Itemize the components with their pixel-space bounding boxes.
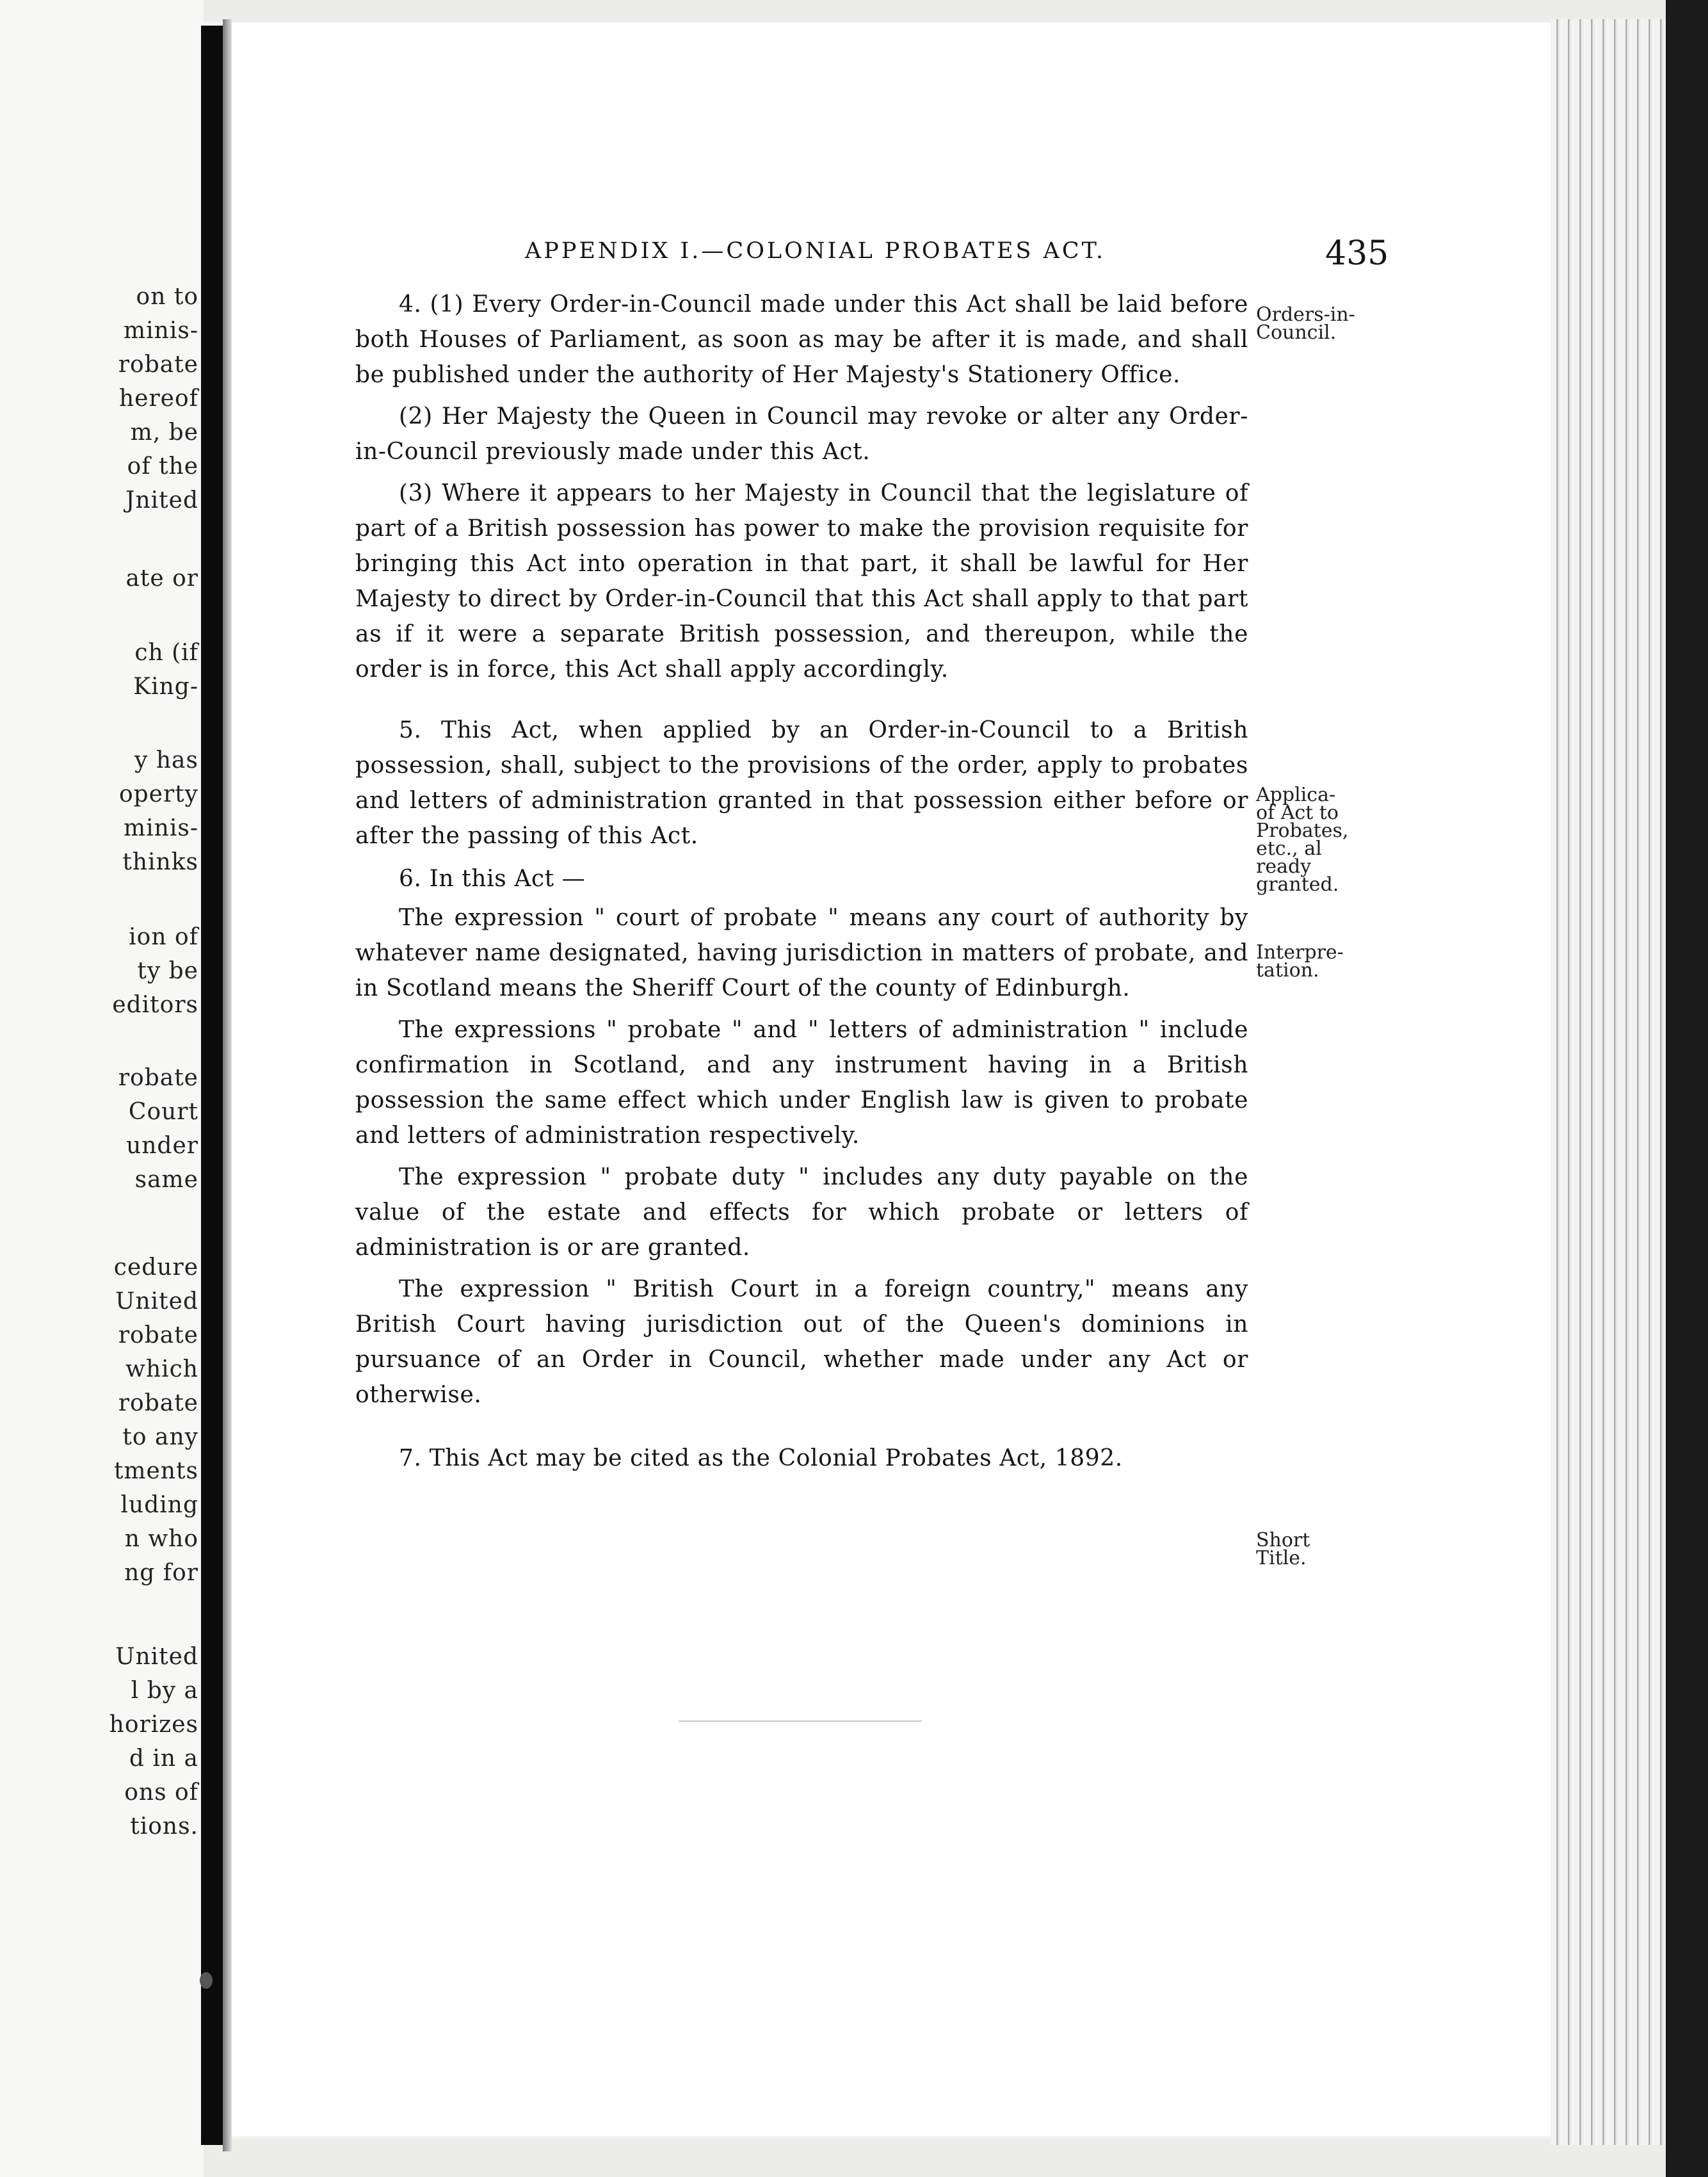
margin-note-line: Title. (1256, 1547, 1307, 1569)
section-6-probate: The expressions " probate " and " letters of administration " include confirmation in Scotland, and any instrument having in a British possession the same effect which under English law is given to probate and letters of administration respectively. (355, 1017, 1248, 1149)
facing-page-fragment: Jnited (125, 487, 198, 514)
facing-page-fragment: robate (118, 1065, 198, 1091)
margin-note-line: Applica- (1256, 784, 1336, 806)
facing-page-fragment: ate or (125, 565, 198, 592)
book-gutter (201, 26, 223, 2145)
facing-page-fragment: ch (if (134, 640, 198, 666)
facing-page-fragment: horizes (109, 1712, 198, 1738)
running-header: APPENDIX I.—COLONIAL PROBATES ACT. (525, 238, 1106, 264)
section-end-rule (679, 1720, 922, 1722)
margin-note-line: ready (1256, 855, 1312, 878)
margin-note-line: Council. (1256, 321, 1337, 344)
margin-note-short-title (1256, 1529, 1310, 1569)
scan-outer-border (1666, 0, 1708, 2177)
facing-page-fragment: hereof (118, 385, 198, 412)
facing-page (0, 0, 204, 2177)
margin-note-line: of Act to (1256, 802, 1339, 824)
margin-note-orders-in-council (1256, 303, 1355, 344)
margin-note-line: Orders-in- (1256, 303, 1355, 326)
margin-note-line: Interpre- (1256, 941, 1344, 964)
facing-page-fragment: cedure (113, 1254, 198, 1281)
margin-note-line: etc., al (1256, 838, 1322, 860)
facing-page-fragment: ng for (124, 1560, 198, 1586)
gutter-shadow (223, 19, 232, 2151)
facing-page-fragment: tments (113, 1458, 198, 1484)
facing-page-fragment: Court (128, 1099, 198, 1125)
facing-page-fragment: under (126, 1133, 198, 1159)
facing-page-fragment: tions. (130, 1813, 198, 1840)
section-4-1: 4. (1) Every Order-in-Council made under this Act shall be laid before both Houses of Parliament, as soon as may be after it is made, and shall be published under the authority of Her Majesty's Stationery Office. (355, 291, 1248, 388)
margin-note-line: granted. (1256, 873, 1339, 896)
section-7: 7. This Act may be cited as the Colonial Probates Act, 1892. (399, 1445, 1123, 1471)
page-edges (1551, 19, 1666, 2145)
facing-page-fragment: m, be (130, 419, 198, 446)
facing-page-fragment: d in a (129, 1745, 198, 1772)
facing-page-fragment: robate (118, 1390, 198, 1416)
facing-page-fragment: thinks (122, 849, 198, 875)
section-6-british-court: The expression " British Court in a foreign country," means any British Court having jurisdiction out of the Queen's dominions in pursuance of an Order in Council, whether made under any Act or otherwise. (355, 1276, 1248, 1408)
facing-page-fragment: ion of (129, 924, 198, 950)
facing-page-fragment: operty (118, 781, 198, 807)
margin-note-line: tation. (1256, 959, 1319, 982)
scan-top-border (204, 0, 1666, 22)
section-6-probate-duty: The expression " probate duty " includes any duty payable on the value of the estate and effects for which probate or letters of administration is or are granted. (355, 1164, 1248, 1261)
facing-page-fragment: robate (118, 352, 198, 378)
facing-page-fragment: robate (118, 1322, 198, 1348)
facing-page-fragment: minis- (124, 318, 198, 344)
facing-page-fragment: to any (122, 1424, 198, 1450)
facing-page-fragment: editors (112, 992, 198, 1018)
facing-page-fragment: n who (124, 1526, 198, 1552)
body-text (355, 287, 1248, 1476)
facing-page-fragment: y has (134, 747, 198, 773)
margin-note-interpretation (1256, 941, 1344, 982)
binding-mark (200, 1972, 213, 1989)
facing-page-fragment: luding (120, 1492, 198, 1518)
margin-note-line: Probates, (1256, 820, 1349, 842)
scan-bottom-border (204, 2139, 1666, 2177)
margin-note-line: Short (1256, 1529, 1310, 1551)
facing-page-fragment: United (115, 1644, 198, 1670)
facing-page-fragment: of the (127, 453, 198, 480)
section-4-3: (3) Where it appears to her Majesty in Council that the legislature of part of a British possession has power to make the provision requisite for bringing this Act into operation in that part, it shall be lawful for Her Majesty to direct by Order-in-Council that this Act shall apply to that part as if it were a separate British possession, and thereupon, while the order is in force, this Act shall apply accordingly. (355, 480, 1248, 683)
section-6-court-of-probate: The expression " court of probate " means any court of authority by whatever name designated, having jurisdiction in matters of probate, and in Scotland means the Sheriff Court of the county of Edinburgh. (355, 905, 1248, 1001)
facing-page-fragment: ty be (137, 958, 198, 984)
section-4-2: (2) Her Majesty the Queen in Council may revoke or alter any Order-in-Council previously made under this Act. (355, 403, 1248, 465)
facing-page-fragment: minis- (124, 815, 198, 841)
section-5: 5. This Act, when applied by an Order-in-Council to a British possession, shall, subject to the provisions of the order, apply to probates and letters of administration granted in that possession either before or after the passing of this Act. (355, 717, 1248, 849)
facing-page-fragment: l by a (131, 1678, 198, 1704)
facing-page-fragment: ons of (124, 1779, 198, 1806)
page-number: 435 (1325, 234, 1389, 273)
margin-note-application (1256, 786, 1348, 894)
facing-page-fragment: on to (136, 284, 198, 310)
facing-page-fragment: same (134, 1167, 198, 1193)
facing-page-fragment: which (125, 1356, 198, 1382)
facing-page-fragment: United (115, 1288, 198, 1315)
section-6: 6. In this Act — (399, 866, 586, 892)
facing-page-fragment: King- (133, 674, 198, 700)
